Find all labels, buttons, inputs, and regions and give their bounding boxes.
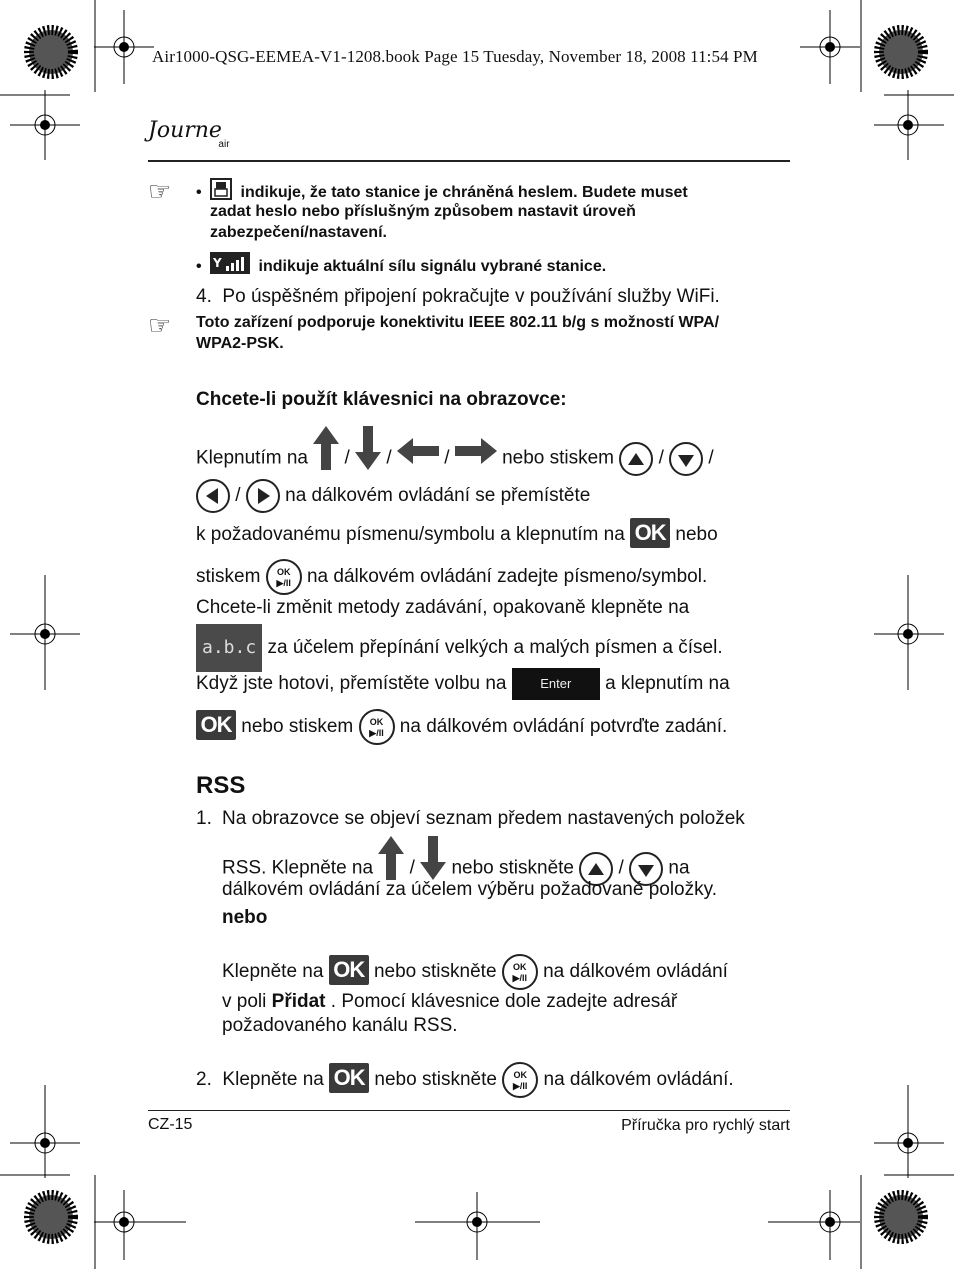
remote-right-icon bbox=[246, 479, 280, 513]
rss-text: . Pomocí klávesnice dole zadejte adresář bbox=[330, 991, 678, 1012]
kb-line-2 bbox=[196, 476, 590, 516]
slash: / bbox=[658, 447, 664, 469]
header-rule bbox=[148, 160, 790, 162]
kb-line-3 bbox=[196, 517, 718, 553]
ok-icon: OK bbox=[329, 1063, 369, 1093]
rss-text: Klepněte na bbox=[222, 961, 324, 982]
kb-text: Když jste hotovi, přemístěte volbu na bbox=[196, 673, 507, 694]
slash: / bbox=[444, 447, 450, 469]
remote-down-icon bbox=[669, 442, 703, 476]
rss-text: RSS. Klepněte na bbox=[222, 857, 374, 879]
svg-text:Y: Y bbox=[213, 256, 222, 270]
slash: / bbox=[618, 857, 624, 879]
rss-text: na dálkovém ovládání. bbox=[543, 1069, 734, 1090]
slash: / bbox=[235, 485, 241, 506]
kb-text: stiskem bbox=[196, 566, 261, 587]
rss-step2 bbox=[196, 1060, 734, 1100]
journe-logo bbox=[148, 118, 238, 150]
step-4 bbox=[196, 285, 720, 308]
bullet-lock-text-3: zabezpečení/nastavení. bbox=[210, 224, 387, 241]
okbtn-bottom: ▶/II bbox=[513, 1080, 528, 1091]
kb-text: nebo stiskem bbox=[502, 447, 615, 469]
enter-key-icon: Enter bbox=[512, 668, 600, 700]
rss-text: na dálkovém ovládání bbox=[543, 961, 728, 982]
remote-ok-play-icon bbox=[502, 954, 538, 990]
remote-up-icon bbox=[619, 442, 653, 476]
okbtn-top: OK bbox=[513, 1069, 527, 1080]
keyboard-heading: Chcete-li použít klávesnici na obrazovce: bbox=[196, 389, 567, 410]
rss-field-name: Přidat bbox=[271, 991, 326, 1012]
note-hand-icon: ☞ bbox=[148, 176, 172, 206]
remote-left-icon bbox=[196, 479, 230, 513]
logo-sub: air bbox=[218, 139, 230, 150]
slash: / bbox=[708, 447, 714, 469]
rss-step1-line3: dálkovém ovládání za účelem výběru požadované položky. bbox=[222, 879, 717, 900]
kb-text: na dálkovém ovládání potvrďte zadání. bbox=[399, 716, 728, 737]
okbtn-bottom: ▶/II bbox=[276, 577, 291, 588]
note-hand-icon-2: ☞ bbox=[148, 310, 172, 340]
rss-text: nebo stiskněte bbox=[451, 857, 574, 879]
ok-icon: OK bbox=[329, 955, 369, 985]
kb-text: na dálkovém ovládání zadejte písmeno/symbol. bbox=[306, 566, 708, 587]
okbtn-top: OK bbox=[369, 716, 384, 727]
rss-step1-line4 bbox=[222, 952, 728, 992]
rss-text: nebo stiskněte bbox=[374, 1069, 497, 1090]
rss-step1-line6: požadovaného kanálu RSS. bbox=[222, 1015, 458, 1036]
signal-icon bbox=[210, 252, 250, 274]
lock-icon bbox=[210, 178, 232, 200]
kb-text: za účelem přepínání velkých a malých písmen a čísel. bbox=[267, 637, 723, 659]
rss-text: v poli bbox=[222, 991, 267, 1012]
remote-ok-play-icon bbox=[502, 1062, 538, 1098]
logo-text: Journe bbox=[148, 118, 222, 143]
ok-icon: OK bbox=[196, 710, 236, 740]
kb-line-4 bbox=[196, 557, 707, 597]
slash: / bbox=[344, 447, 350, 469]
kb-text: nebo bbox=[675, 524, 718, 545]
rss-text: nebo stiskněte bbox=[373, 961, 497, 982]
abc-toggle-icon: a.b.c bbox=[196, 624, 262, 672]
note2-line1: Toto zařízení podporuje konektivitu IEEE 802.11 b/g s možností WPA/ bbox=[196, 314, 720, 331]
rss-step2-number: 2. bbox=[196, 1069, 212, 1090]
slash: / bbox=[386, 447, 392, 469]
note2-line2: WPA2-PSK. bbox=[196, 335, 284, 352]
rss-step1-line1: Na obrazovce se objeví seznam předem nastavených položek bbox=[222, 808, 745, 829]
slash: / bbox=[409, 857, 415, 879]
kb-text: Klepnutím na bbox=[196, 447, 308, 469]
rss-step1-number: 1. bbox=[196, 808, 212, 829]
bullet-lock: • indikuje, že tato stanice je chráněná heslem. Budete muset bbox=[196, 182, 688, 204]
kb-text: na dálkovém ovládání se přemístěte bbox=[285, 485, 591, 506]
footer-page-number: CZ-15 bbox=[148, 1116, 193, 1133]
book-slug: Air1000-QSG-EEMEA-V1-1208.book Page 15 Tuesday, November 18, 2008 11:54 PM bbox=[152, 47, 758, 66]
step-4-number: 4. bbox=[196, 286, 212, 307]
bullet-signal: • Y indikuje aktuální sílu signálu vybrané stanice. bbox=[196, 256, 606, 278]
bullet-lock-text: indikuje, že tato stanice je chráněná heslem. Budete muset bbox=[240, 184, 688, 202]
rss-text: na bbox=[668, 857, 690, 879]
kb-line-7 bbox=[196, 664, 730, 704]
okbtn-bottom: ▶/II bbox=[369, 727, 384, 738]
remote-ok-play-icon bbox=[359, 709, 395, 745]
rss-nebo: nebo bbox=[222, 907, 268, 928]
kb-text: k požadovanému písmenu/symbolu a klepnutím na bbox=[196, 524, 625, 545]
ok-icon: OK bbox=[630, 518, 670, 548]
kb-text: nebo stiskem bbox=[241, 716, 354, 737]
okbtn-top: OK bbox=[513, 961, 527, 972]
rss-heading: RSS bbox=[196, 772, 246, 799]
bullet-signal-text: indikuje aktuální sílu signálu vybrané stanice. bbox=[258, 258, 607, 276]
kb-line-5: Chcete-li změnit metody zadávání, opakovaně klepněte na bbox=[196, 597, 690, 618]
step-4-text: Po úspěšném připojení pokračujte v používání služby WiFi. bbox=[222, 286, 720, 307]
footer-title: Příručka pro rychlý start bbox=[621, 1117, 790, 1134]
okbtn-bottom: ▶/II bbox=[512, 972, 528, 983]
footer-rule bbox=[148, 1110, 790, 1111]
okbtn-top: OK bbox=[276, 566, 291, 577]
bullet-lock-text-2: zadat heslo nebo příslušným způsobem nastavit úroveň bbox=[210, 203, 636, 220]
rss-step1-line5 bbox=[222, 990, 677, 1013]
kb-line-8 bbox=[196, 707, 727, 747]
remote-ok-play-icon bbox=[266, 559, 302, 595]
kb-text: a klepnutím na bbox=[605, 673, 730, 694]
rss-text: Klepněte na bbox=[222, 1069, 324, 1090]
